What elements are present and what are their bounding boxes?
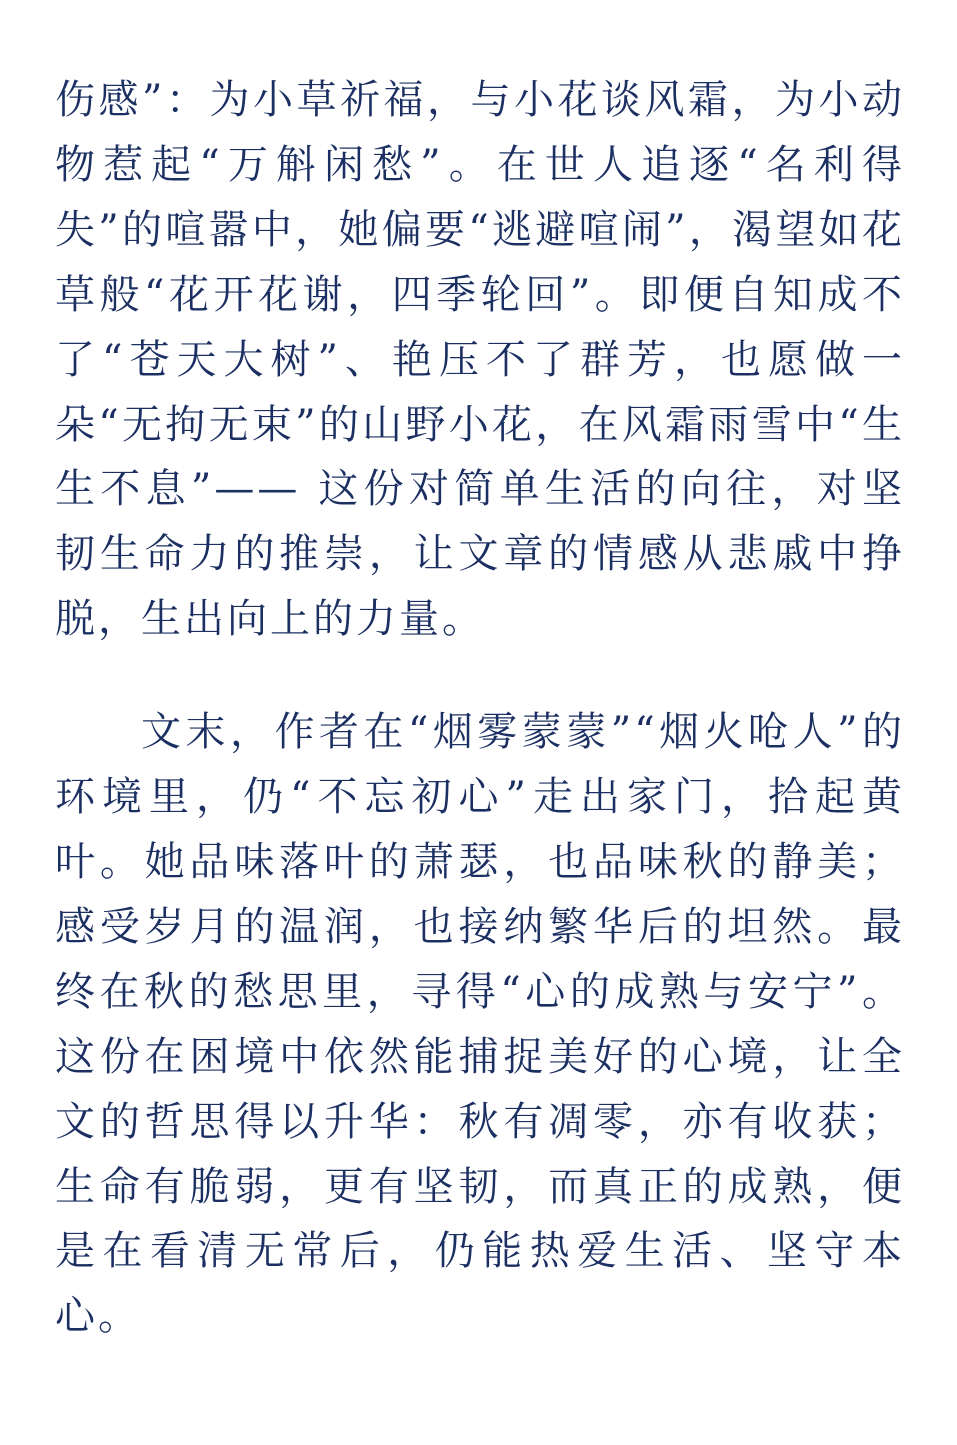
paragraph-conclusion: 文末，作者在“烟雾蒙蒙”“烟火呛人”的环境里，仍“不忘初心”走出家门，拾起黄叶。她品味落叶的萧瑟，也品味秋的静美；感受岁月的温润，也接纳繁华后的坦然。最终在秋的愁思里，寻得“心的成熟与安宁”。这份在困境中依然能捕捉美好的心境，让全文的哲思得以升华：秋有凋零，亦有收获；生命有脆弱，更有坚韧，而真正的成熟，便是在看清无常后，仍能热爱生活、坚守本心。 bbox=[55, 709, 905, 1340]
paragraph-continuation: 伤感”：为小草祈福，与小花谈风霜，为小动物惹起“万斛闲愁”。在世人追逐“名利得失”的喧嚣中，她偏要“逃避喧闹”，渴望如花草般“花开花谢，四季轮回”。即便自知成不了“苍天大树”、艳压不了群芳，也愿做一朵“无拘无束”的山野小花，在风霜雨雪中“生生不息”—— 这份对简单生活的向往，对坚韧生命力的推崇，让文章的情感从悲戚中挣脱，生出向上的力量。 bbox=[55, 77, 905, 643]
article-body bbox=[55, 68, 905, 1349]
